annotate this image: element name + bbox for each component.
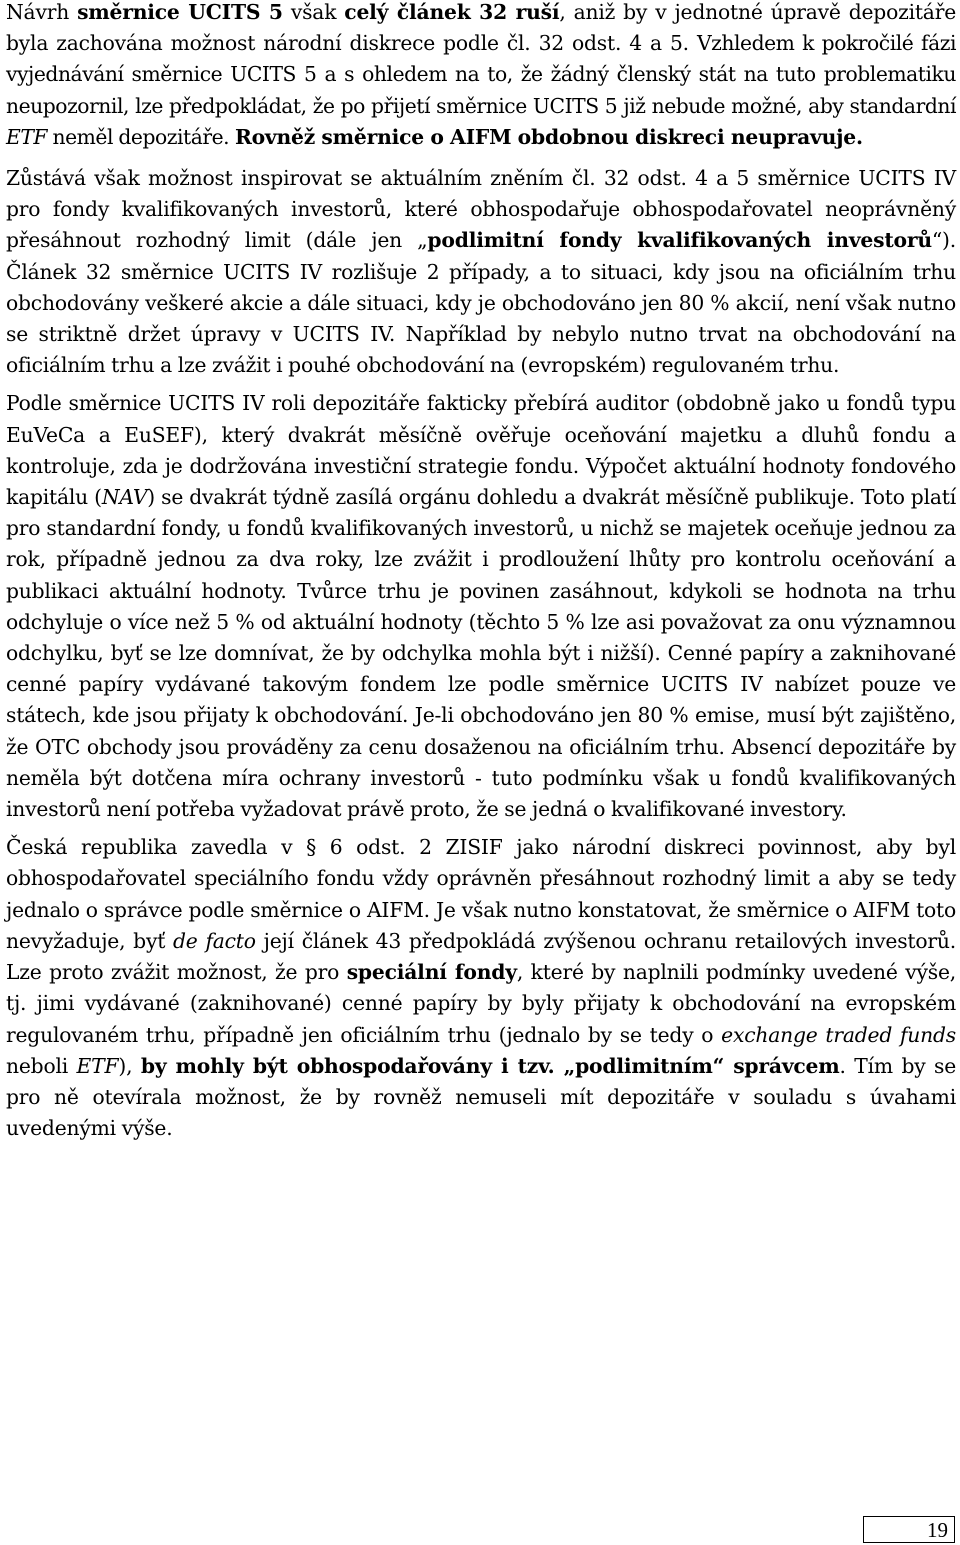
text-run: však (282, 0, 345, 24)
italic-text: de facto (173, 928, 256, 953)
text-run: Vzhledem k pokročilé fázi vyjednávání směrnice UCITS 5 a s ohledem na to, že žádný členský stát na tuto problematiku neupozornil, lze předpokládat, že po přijetí směrnice UCITS 5 již nebude možné, aby standardní (6, 31, 956, 118)
document-body (6, 0, 956, 1144)
text-run: ), (118, 1053, 141, 1078)
text-run: ) se dvakrát týdně zasílá orgánu dohledu a dvakrát měsíčně publikuje. Toto platí pro standardní fondy, u fondů kvalifikovaných investorů, u nichž se majetek oceňuje jednou za rok, případně jednou za dva roky, lze zvážit i prodloužení lhůty pro kontrolu oceňování a publikaci aktuální hodnoty. Tvůrce trhu je povinen zasáhnout, kdykoli se hodnota na trhu odchyluje o více než 5 % od aktuální hodnoty (těchto 5 % lze asi považovat za onu významnou odchylku, byť se lze domnívat, že by odchylka mohla být i nižší). Cenné papíry a zaknihované cenné papíry vydávané takovým fondem lze podle směrnice UCITS IV nabízet pouze ve státech, kde jsou přijaty k obchodování. Je-li obchodováno jen 80 % emise, musí být zajištěno, že OTC obchody jsou prováděny za cenu dosaženou na oficiálním trhu. Absencí depozitáře by neměla být dotčena míra ochrany investorů - tuto podmínku však u fondů kvalifikovaných investorů není potřeba vyžadovat právě proto, že se jedná o kvalifikované investory. (6, 485, 957, 822)
text-run: Návrh (6, 0, 78, 24)
text-run: její článek 43 předpokládá zvýšenou ochranu retailových investorů. Lze proto zvážit možnost, že pro (6, 928, 956, 985)
text-run: , aniž by v jednotné úpravě depozitáře byla zachována možnost národní diskrece podle čl. 32 odst. 4 a 5. (6, 0, 957, 56)
text-run: , které by naplnili podmínky uvedené výše, tj. jimi vydávané (zaknihované) cenné papíry by byly přijaty k obchodování na evropském regulovaném trhu, případně jen oficiálním trhu (jednalo by se tedy o (6, 960, 956, 1047)
bold-text: směrnice UCITS 5 (77, 0, 283, 24)
text-run: “). Článek 32 směrnice UCITS IV rozlišuje 2 případy, a to situaci, kdy jsou na oficiálním trhu obchodovány veškeré akcie a dále situaci, kdy je obchodováno jen 80 % akcií, není však nutno se striktně držet úpravy v UCITS IV. Například by nebylo nutno trvat na obchodování na oficiálním trhu a lze zvážit i pouhé obchodování na (evropském) regulovaném trhu. (6, 228, 957, 378)
paragraph-3 (6, 388, 956, 825)
bold-text: podlimitní fondy kvalifikovaných investorů (427, 228, 932, 253)
text-run: . Tím by se pro ně otevírala možnost, že by rovněž nemuseli mít depozitáře v souladu s úvahami uvedenými výše. (6, 1053, 957, 1141)
paragraph-4 (6, 832, 956, 1144)
bold-text: speciální fondy (346, 960, 517, 985)
italic-text: NAV (101, 485, 148, 510)
bold-text: Rovněž směrnice o AIFM obdobnou diskreci neupravuje. (234, 124, 863, 149)
italic-text: ETF (76, 1053, 119, 1078)
bold-text: celý článek 32 ruší (344, 0, 560, 24)
page-number: 19 (863, 1516, 955, 1543)
italic-text: exchange traded funds (721, 1022, 956, 1047)
text-run: neboli (6, 1053, 77, 1078)
text-run: neměl depozitáře. (47, 124, 230, 149)
text-run: Česká republika zavedla v § 6 odst. 2 ZISIF jako národní diskreci povinnost, aby byl obhospodařovatel speciálního fondu vždy oprávněn přesáhnout rozhodný limit a aby se tedy jednalo o správce podle směrnice o AIFM. Je však nutno konstatovat, že směrnice o AIFM toto nevyžaduje, byť (6, 835, 956, 953)
italic-text: ETF (6, 124, 48, 149)
paragraph-2 (6, 163, 956, 381)
text-run: Podle směrnice UCITS IV roli depozitáře fakticky přebírá auditor (obdobně jako u fondů typu EuVeCa a EuSEF), který dvakrát měsíčně ověřuje oceňování majetku a dluhů fondu a kontroluje, zda je dodržována investiční strategie fondu. Výpočet aktuální hodnoty fondového kapitálu ( (6, 391, 956, 510)
paragraph-1 (6, 0, 956, 153)
bold-text: by mohly být obhospodařovány i tzv. „podlimitním“ správcem (140, 1053, 840, 1078)
text-run: Zůstává však možnost inspirovat se aktuálním zněním čl. 32 odst. 4 a 5 směrnice UCITS IV pro fondy kvalifikovaných investorů, které obhospodařuje obhospodařovatel neoprávněný přesáhnout rozhodný limit (dále jen „ (6, 166, 956, 253)
